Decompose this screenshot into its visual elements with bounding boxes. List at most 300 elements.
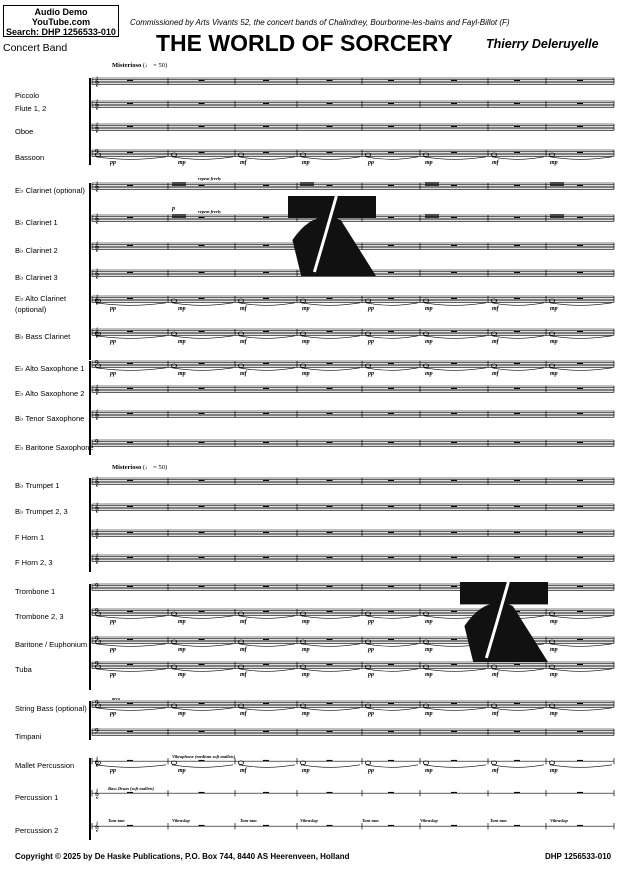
instrument-label: B♭ Trumpet 2, 3 [15, 507, 68, 516]
instrument-label: E♭ Baritone Saxophone [15, 443, 94, 452]
instrument-label: Piccolo [15, 91, 40, 100]
dynamic-mark: mf [240, 306, 247, 312]
rest-mark [514, 413, 520, 415]
rest-mark [577, 363, 583, 365]
rest-mark [199, 760, 205, 762]
tie-arc [366, 303, 418, 306]
rest-mark [388, 664, 394, 666]
dynamic-mark: mp [302, 647, 310, 653]
instrument-label: E♭ Clarinet (optional) [15, 186, 85, 195]
clef-icon: 𝄢 [94, 583, 100, 593]
dynamic-mark: pp [110, 711, 116, 717]
clef-icon: 𝄢 [94, 661, 100, 671]
tempo-value: (♩ = 50) [142, 62, 168, 69]
dynamic-mark: pp [110, 339, 116, 345]
annotation-percussion: Tam-tam [240, 818, 257, 823]
rest-mark [451, 532, 457, 534]
instrument-label: E♭ Alto Clarinet [15, 294, 67, 303]
rest-mark [327, 413, 333, 415]
tie-arc [492, 669, 544, 672]
rest-mark [577, 506, 583, 508]
rest-mark [514, 152, 520, 154]
rest-mark [199, 506, 205, 508]
rest-mark [327, 557, 333, 559]
dynamic-mark: mf [240, 768, 247, 774]
instrument-label: Timpani [15, 732, 42, 741]
rest-mark [388, 532, 394, 534]
instrument-label: String Bass (optional) [15, 704, 87, 713]
rest-mark [127, 298, 133, 300]
rest-mark [451, 80, 457, 82]
tie-arc [492, 708, 544, 711]
rest-mark [199, 272, 205, 274]
tie-arc [172, 644, 233, 647]
rest-mark [451, 103, 457, 105]
annotation-percussion: Vibraslap [300, 818, 318, 823]
rest-mark [451, 703, 457, 705]
dynamic-mark: pp [368, 768, 374, 774]
tie-arc [424, 336, 486, 339]
rest-mark [577, 152, 583, 154]
dynamic-mark: mp [178, 619, 186, 625]
tie-arc [239, 157, 295, 160]
tempo-value: (♩ = 50) [142, 464, 168, 471]
rest-mark [127, 731, 133, 733]
rest-mark [451, 792, 457, 794]
rest-mark [514, 272, 520, 274]
rest-mark [451, 639, 457, 641]
rest-mark [327, 586, 333, 588]
dynamic-mark: mf [492, 306, 499, 312]
rest-mark [388, 792, 394, 794]
rest-mark [327, 611, 333, 613]
rest-mark [263, 245, 269, 247]
rest-mark [199, 532, 205, 534]
rest-mark [327, 363, 333, 365]
tie-arc [366, 157, 418, 160]
rest-mark [327, 664, 333, 666]
dynamic-mark: pp [368, 160, 374, 166]
instrument-label: B♭ Tenor Saxophone [15, 414, 85, 423]
rest-mark [451, 442, 457, 444]
dynamic-mark: mp [302, 371, 310, 377]
rest-mark [514, 557, 520, 559]
rest-mark [199, 331, 205, 333]
rest-mark [577, 586, 583, 588]
rest-mark [577, 532, 583, 534]
rest-mark [199, 639, 205, 641]
tie-arc [424, 765, 486, 768]
dynamic-mark: mp [178, 371, 186, 377]
rest-mark [388, 760, 394, 762]
rest-mark [388, 103, 394, 105]
dynamic-mark: mf [240, 672, 247, 678]
rest-mark [388, 272, 394, 274]
rest-mark [263, 363, 269, 365]
dynamic-mark: mp [425, 619, 433, 625]
rest-mark [127, 506, 133, 508]
dynamic-mark: mp [302, 339, 310, 345]
rest-mark [388, 126, 394, 128]
rest-mark [327, 825, 333, 827]
rest-mark [263, 185, 269, 187]
rest-mark [127, 217, 133, 219]
rest-mark [263, 792, 269, 794]
rest-mark [388, 442, 394, 444]
dynamic-mark: mp [550, 160, 558, 166]
tie-arc [172, 368, 233, 371]
tie-arc [301, 765, 360, 768]
rest-mark [577, 825, 583, 827]
rest-mark [514, 760, 520, 762]
rest-mark [451, 760, 457, 762]
rest-mark [127, 557, 133, 559]
tie-arc [172, 765, 233, 768]
tie-arc [172, 708, 233, 711]
rest-mark [127, 442, 133, 444]
tie-arc [96, 669, 166, 672]
rest-mark [127, 331, 133, 333]
note-head [365, 761, 370, 765]
rest-mark [514, 792, 520, 794]
clef-icon: 𝄞 [94, 529, 100, 539]
rest-mark [514, 731, 520, 733]
rest-mark [263, 126, 269, 128]
rest-mark [514, 388, 520, 390]
dynamic-mark: pp [110, 619, 116, 625]
rest-mark [388, 639, 394, 641]
dynamic-mark: mp [550, 768, 558, 774]
rest-mark [577, 611, 583, 613]
clef-icon: 𝄞 [94, 757, 100, 767]
dynamic-mark: mp [550, 619, 558, 625]
dynamic-mark: pp [368, 647, 374, 653]
rest-mark [514, 506, 520, 508]
instrument-label: B♭ Clarinet 3 [15, 273, 58, 282]
rest-mark [451, 331, 457, 333]
tie-arc [550, 708, 612, 711]
instrument-label: E♭ Alto Saxophone 1 [15, 364, 85, 373]
tie-arc [239, 616, 295, 619]
tie-arc [239, 336, 295, 339]
rest-mark [263, 586, 269, 588]
rest-mark [514, 80, 520, 82]
tie-arc [550, 765, 612, 768]
clef-icon: 𝄢 [94, 360, 100, 370]
rest-mark [388, 506, 394, 508]
rest-mark [263, 611, 269, 613]
rest-mark [263, 152, 269, 154]
rest-mark [388, 480, 394, 482]
clef-icon: 𝄞 [94, 385, 100, 395]
annotation-percussion: Tam-tam [362, 818, 379, 823]
rest-mark [577, 703, 583, 705]
dynamic-mark: pp [368, 306, 374, 312]
rest-mark [127, 760, 133, 762]
rest-mark [388, 217, 394, 219]
rest-mark [451, 557, 457, 559]
rest-mark [577, 664, 583, 666]
rest-mark [263, 825, 269, 827]
annotation-vibraphone: Vibraphone (medium soft mallets) [172, 754, 236, 759]
dynamic-mark: mf [492, 339, 499, 345]
tie-arc [301, 368, 360, 371]
clef-icon: 𝄞 [94, 295, 100, 305]
clef-icon: 𝄞 [94, 77, 100, 87]
rest-mark [327, 331, 333, 333]
rest-mark [199, 825, 205, 827]
instrument-label: B♭ Bass Clarinet [15, 332, 71, 341]
rest-mark [451, 825, 457, 827]
rest-mark [263, 480, 269, 482]
instrument-label: Percussion 2 [15, 826, 59, 835]
dynamic-mark: mp [425, 672, 433, 678]
dynamic-mark: pp [110, 371, 116, 377]
tie-arc [172, 157, 233, 160]
instrument-label: Trombone 1 [15, 587, 56, 596]
dynamic-mark: mp [178, 160, 186, 166]
rest-mark [514, 331, 520, 333]
rest-mark [451, 388, 457, 390]
rest-mark [127, 532, 133, 534]
tie-arc [366, 616, 418, 619]
annotation-percussion: Tam-tam [108, 818, 125, 823]
clef-icon: 𝄞 [94, 242, 100, 252]
rest-mark [388, 731, 394, 733]
clef-icon: 𝄞 [94, 269, 100, 279]
clef-icon: 𝄞 [94, 822, 100, 832]
rest-mark [199, 413, 205, 415]
tie-arc [492, 157, 544, 160]
rest-mark [127, 126, 133, 128]
dynamic-mark: mf [240, 647, 247, 653]
rest-mark [127, 245, 133, 247]
rest-mark [451, 363, 457, 365]
rest-mark [263, 506, 269, 508]
rest-mark [577, 80, 583, 82]
rest-mark [199, 126, 205, 128]
rest-mark [263, 557, 269, 559]
clef-icon: 𝄞 [94, 503, 100, 513]
instrument-label: F Horn 2, 3 [15, 558, 53, 567]
rest-mark [263, 442, 269, 444]
tie-arc [301, 708, 360, 711]
rest-mark [451, 152, 457, 154]
note-head [423, 761, 428, 765]
rest-mark [199, 557, 205, 559]
rest-mark [577, 331, 583, 333]
dynamic-mark: pp [368, 371, 374, 377]
rest-mark [327, 703, 333, 705]
rest-mark [263, 80, 269, 82]
clef-icon: 𝄞 [94, 554, 100, 564]
composer-name: Thierry Deleruyelle [486, 37, 599, 51]
clef-icon: 𝄢 [94, 608, 100, 618]
dynamic-mark: pp [110, 672, 116, 678]
rest-mark [577, 103, 583, 105]
annotation-repeat-freely: repeat freely [198, 176, 222, 181]
rest-mark [263, 298, 269, 300]
instrument-label: (optional) [15, 305, 47, 314]
tie-arc [301, 336, 360, 339]
dynamic-mark: mp [425, 160, 433, 166]
note-head [300, 761, 305, 765]
rest-mark [451, 611, 457, 613]
tie-arc [239, 765, 295, 768]
rest-mark [327, 731, 333, 733]
rest-mark [451, 586, 457, 588]
rest-mark [199, 586, 205, 588]
dynamic-mark: pp [368, 339, 374, 345]
dynamic-mark: mp [425, 768, 433, 774]
demo-line-2: YouTube.com [31, 17, 91, 27]
note-head [491, 761, 496, 765]
dynamic-mark: mf [240, 711, 247, 717]
dynamic-mark: mp [550, 306, 558, 312]
commission-note: Commissioned by Arts Vivants 52, the concert bands of Chalindrey, Bourbonne-les-bains and Fayl-Billot (F) [130, 18, 510, 27]
rest-mark [327, 103, 333, 105]
rest-mark [451, 664, 457, 666]
dynamic-mark: mf [492, 711, 499, 717]
tie-arc [239, 644, 295, 647]
rest-mark [514, 298, 520, 300]
rest-mark [327, 126, 333, 128]
instrument-label: Tuba [15, 665, 32, 674]
rest-mark [263, 731, 269, 733]
dynamic-mark: pp [110, 160, 116, 166]
clef-icon: 𝄞 [94, 328, 100, 338]
rest-mark [127, 388, 133, 390]
clef-icon: 𝄢 [94, 149, 100, 159]
tie-arc [424, 303, 486, 306]
rest-mark [514, 245, 520, 247]
demo-line-3: Search: DHP 1256533-010 [6, 27, 116, 37]
rest-mark [514, 217, 520, 219]
clef-icon: 𝄢 [94, 728, 100, 738]
rest-mark [451, 506, 457, 508]
dynamic-mark: mp [425, 371, 433, 377]
rest-mark [327, 639, 333, 641]
rest-mark [577, 185, 583, 187]
dynamic-mark: mf [492, 672, 499, 678]
rest-mark [263, 217, 269, 219]
rest-mark [327, 152, 333, 154]
dynamic-mark: mp [550, 711, 558, 717]
dynamic-mark: mp [425, 306, 433, 312]
dynamic-mark: mf [240, 339, 247, 345]
clef-icon: 𝄢 [94, 636, 100, 646]
dynamic-mark: mf [492, 768, 499, 774]
rest-mark [514, 363, 520, 365]
dynamic-mark: mp [302, 619, 310, 625]
rest-mark [577, 388, 583, 390]
dynamic-mark: mp [425, 647, 433, 653]
rest-mark [514, 703, 520, 705]
rest-mark [388, 152, 394, 154]
clef-icon: 𝄢 [94, 700, 100, 710]
rest-mark [199, 245, 205, 247]
dynamic-mark: mp [550, 672, 558, 678]
tempo-word: Misterioso [112, 464, 142, 471]
demo-line-1: Audio Demo [34, 7, 88, 17]
rest-mark [199, 363, 205, 365]
tie-arc [550, 669, 612, 672]
tie-arc [424, 669, 486, 672]
rest-mark [127, 152, 133, 154]
dynamic-mark: mp [178, 672, 186, 678]
tie-arc [424, 157, 486, 160]
dynamic-mark: mp [550, 647, 558, 653]
rest-mark [199, 217, 205, 219]
rest-mark [199, 298, 205, 300]
rest-mark [451, 217, 457, 219]
tie-arc [492, 303, 544, 306]
copyright-notice: Copyright © 2025 by De Haske Publications, P.O. Box 744, 8440 AS Heerenveen, Holland [15, 852, 350, 861]
rest-mark [127, 80, 133, 82]
rest-mark [577, 792, 583, 794]
tie-arc [366, 336, 418, 339]
rest-mark [327, 506, 333, 508]
tie-arc [96, 336, 166, 339]
rest-mark [327, 185, 333, 187]
rest-mark [263, 760, 269, 762]
rest-mark [127, 639, 133, 641]
rest-mark [514, 126, 520, 128]
instrument-label: B♭ Trumpet 1 [15, 481, 60, 490]
note-head [549, 761, 554, 765]
rest-mark [199, 80, 205, 82]
dynamic-mark: mp [425, 711, 433, 717]
rest-mark [514, 480, 520, 482]
dynamic-mark: mp [178, 647, 186, 653]
rest-mark [451, 245, 457, 247]
annotation-percussion: Vibraslap [420, 818, 438, 823]
dynamic-mark: mf [240, 371, 247, 377]
dynamic-mark: pp [368, 711, 374, 717]
rest-mark [127, 363, 133, 365]
annotation-arco: arco [112, 696, 121, 701]
rest-mark [127, 413, 133, 415]
rest-mark [451, 272, 457, 274]
rest-mark [388, 586, 394, 588]
rest-mark [263, 703, 269, 705]
dynamic-mark: mp [302, 672, 310, 678]
instrument-label: F Horn 1 [15, 533, 45, 542]
dynamic-mark: pp [110, 306, 116, 312]
clef-icon: 𝄞 [94, 123, 100, 133]
tie-arc [366, 669, 418, 672]
rest-mark [451, 731, 457, 733]
rest-mark [199, 664, 205, 666]
tie-arc [239, 708, 295, 711]
tie-arc [366, 368, 418, 371]
ensemble-name: Concert Band [3, 42, 68, 54]
rest-mark [199, 731, 205, 733]
dynamic-mark: mp [550, 371, 558, 377]
dynamic-mark: mp [302, 711, 310, 717]
dynamic-mark: mp [302, 768, 310, 774]
rest-mark [577, 639, 583, 641]
rest-mark [388, 80, 394, 82]
rest-mark [388, 557, 394, 559]
instrument-label: Oboe [15, 127, 34, 136]
catalog-number: DHP 1256533-010 [545, 852, 612, 861]
rest-mark [127, 586, 133, 588]
rest-mark [127, 792, 133, 794]
instrument-label: Percussion 1 [15, 793, 59, 802]
tie-arc [550, 616, 612, 619]
tie-arc [301, 644, 360, 647]
